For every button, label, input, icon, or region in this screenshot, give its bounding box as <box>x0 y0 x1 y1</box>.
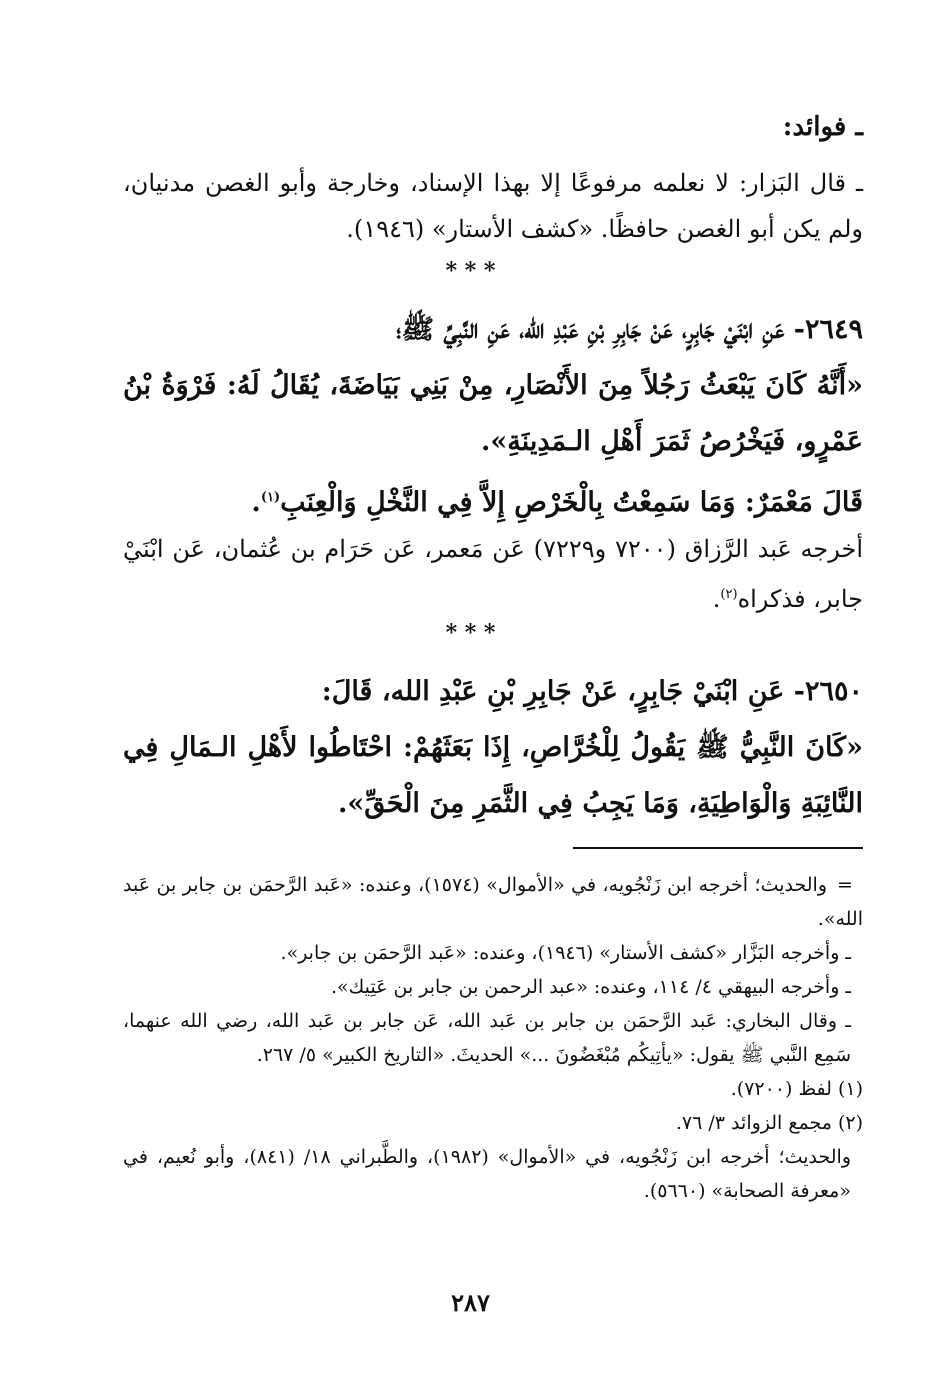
takhrij-2649 <box>123 526 863 622</box>
footnote-2-continuation: والحديث؛ أخرجه ابن زَنْجُويه، في «الأموال» (١٩٨٢)، والطَّبراني ١٨/ (٨٤١)، وأبو نُعيم، في «معرفة الصحابة» (٥٦٦٠). <box>123 1146 852 1202</box>
page-number: ٢٨٧ <box>451 1288 490 1317</box>
footnote-line: ـ وأخرجه البَزَّار «كشف الأستار» (١٩٤٦)، وعنده: «عَبد الرَّحمَن بن جابر». <box>280 942 851 964</box>
footnote-2: (٢) مجمع الزوائد ٣/ ٧٦. <box>675 1112 863 1134</box>
footnote-line: ـ وأخرجه البيهقي ٤/ ١١٤، وعنده: «عبد الرحمن بن جابر بن عَتِيك». <box>330 976 851 998</box>
hadith-2650-chain: ٢٦٥٠- عَنِ ابْنَيْ جَابِرٍ، عَنْ جَابِرِ بْنِ عَبْدِ الله، قَالَ: <box>321 676 863 707</box>
separator-stars: * * * <box>445 258 496 284</box>
quote-text: قَالَ مَعْمَرٌ: وَمَا سَمِعْتُ بِالْخَرْصِ إِلاَّ فِي النَّخْلِ وَالْعِنَبِ <box>280 487 863 518</box>
footnote-continuation <box>123 868 863 936</box>
hadith-2649-quote <box>123 470 863 531</box>
hadith-2649-chain: ٢٦٤٩- عَنِ ابْنَيْ جَابِرٍ، عَنْ جَابِرِ بْنِ عَبْدِ الله، عَنِ النَّبِيِّ ﷺ؛ <box>396 314 863 345</box>
hadith-2649 <box>123 302 863 531</box>
benefit-paragraph: ـ قال البَزار: لا نعلمه مرفوعًا إلا بهذا الإسناد، وخارجة وأبو الغصن مدنيان، ولم يكن أبو الغصن حافظًا. «كشف الأستار» (١٩٤٦). <box>123 169 863 243</box>
footnote-divider <box>573 847 863 849</box>
takhrij-text: أخرجه عَبد الرَّزاق (٧٢٠٠ و٧٢٢٩) عَن مَعمر، عَن حَرَام بن عُثمان، عَن ابْنَيْ جابر، فذكراه <box>123 535 864 613</box>
footnote-ref-2: (٢) <box>720 587 738 602</box>
hadith-2650 <box>123 664 863 832</box>
hadith-2650-text: «كَانَ النَّبِيُّ ﷺ يَقُولُ لِلْخُرَّاصِ، إِذَا بَعَثَهُمْ: احْتَاطُوا لأَهْلِ الـمَالِ فِي النَّائِبَةِ وَالْوَاطِيَةِ، وَمَا يَجِبُ فِي الثَّمَرِ مِنَ الْحَقِّ». <box>123 732 863 819</box>
continuation-mark: = <box>837 874 853 896</box>
hadith-2649-text: «أَنَّهُ كَانَ يَبْعَثُ رَجُلاً مِنَ الأَنْصَارِ، مِنْ بَنِي بَيَاضَةَ، يُقَالُ لَهُ: فَرْوَةُ بْنُ عَمْرٍو، فَيَخْرُصُ ثَمَرَ أَهْلِ الـمَدِينَةِ». <box>123 370 863 457</box>
separator-stars-2: * * * <box>445 620 496 646</box>
continuation-text: والحديث؛ أخرجه ابن زَنْجُويه، في «الأموال» (١٥٧٤)، وعنده: «عَبد الرَّحمَن بن جابر بن عَبد الله». <box>123 874 863 930</box>
section-heading: ـ فوائد: <box>782 112 863 142</box>
footnote-line: ـ وقال البخاري: عَبد الرَّحمَن بن جابر بن عَبد الله، عَن جابر بن عَبد الله، رضي الله عنهما، سَمِع النَّبي ﷺ يقول: «يأتِيكُم مُبْغَضُونَ ...» الحديثَ. «التاريخ الكبير» ٥/ ٢٦٧. <box>123 1010 851 1066</box>
quote-end: . <box>251 487 261 518</box>
footnote-1: (١) لفظ (٧٢٠٠). <box>730 1078 863 1100</box>
footnotes <box>123 868 863 1208</box>
takhrij-end: . <box>712 585 721 613</box>
footnote-ref-1: (١) <box>260 490 281 505</box>
